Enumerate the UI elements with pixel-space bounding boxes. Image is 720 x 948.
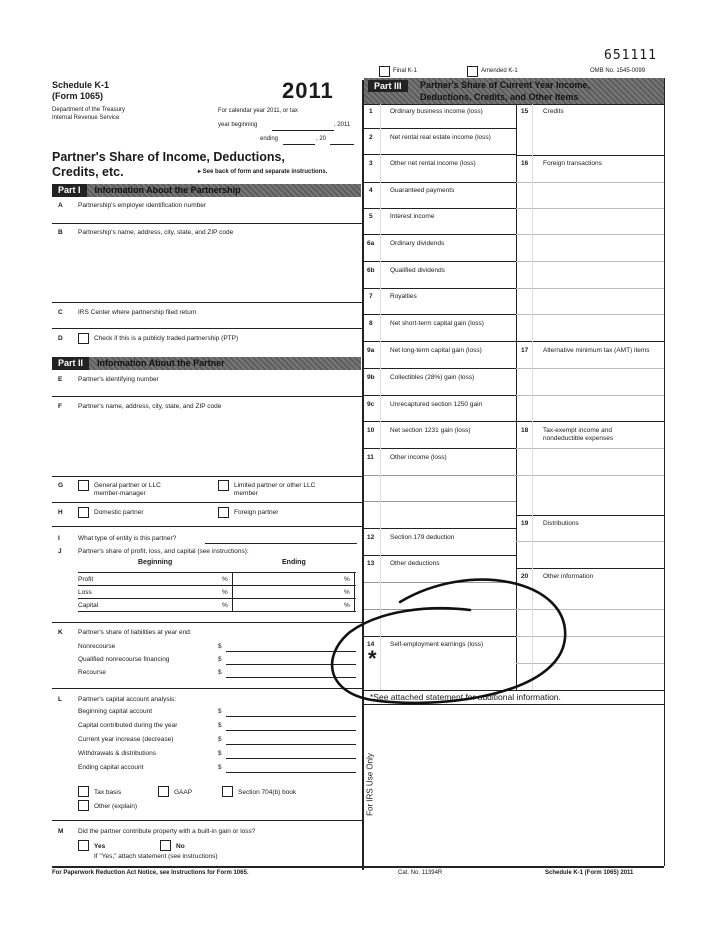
item-12-number: 12 xyxy=(367,534,375,541)
beginning-capital-dollar: $ xyxy=(218,708,222,715)
line-b-letter: B xyxy=(58,229,63,236)
item-20-label: Other information xyxy=(543,573,594,580)
form-heading-line2: Credits, etc. xyxy=(52,165,124,179)
item-13-label: Other deductions xyxy=(390,560,440,567)
item-6a-label: Ordinary dividends xyxy=(390,240,445,247)
item-11-label: Other income (loss) xyxy=(390,454,447,461)
line-l-letter: L xyxy=(58,696,62,703)
item-3-number: 3 xyxy=(369,160,373,167)
item-19-label: Distributions xyxy=(543,520,579,527)
qualified-dollar: $ xyxy=(218,656,222,663)
item-6b-number: 6b xyxy=(367,267,375,274)
part2-header xyxy=(52,357,361,370)
line-k-label: Partner's share of liabilities at year end: xyxy=(78,629,192,636)
line-k-letter: K xyxy=(58,629,63,636)
profit-begin-pct: % xyxy=(222,576,228,583)
line-i-letter: I xyxy=(58,535,60,542)
item-16-number: 16 xyxy=(521,160,529,167)
item-14-asterisk: * xyxy=(368,646,377,671)
item-7-label: Royalties xyxy=(390,293,417,300)
item-9b-number: 9b xyxy=(367,374,375,381)
item-18-number: 18 xyxy=(521,427,529,434)
item-9a-number: 9a xyxy=(367,347,375,354)
amended-k1-checkbox[interactable] xyxy=(467,66,478,77)
item-2-number: 2 xyxy=(369,134,373,141)
line-g-letter: G xyxy=(58,482,64,489)
item-6b-label: Qualified dividends xyxy=(390,267,445,274)
domestic-partner-label: Domestic partner xyxy=(94,509,144,516)
item-4-label: Guaranteed payments xyxy=(390,187,455,194)
loss-end-pct: % xyxy=(344,589,350,596)
beginning-capital-label: Beginning capital account xyxy=(78,708,153,715)
capital-contributed-dollar: $ xyxy=(218,722,222,729)
part3-tag: Part III xyxy=(368,80,408,92)
ending-capital-label: Ending capital account xyxy=(78,764,144,771)
profit-label: Profit xyxy=(78,576,94,583)
line-a-label: Partnership's employer identification number xyxy=(78,202,207,209)
line-j-label: Partner's share of profit, loss, and capital (see instructions): xyxy=(78,548,249,555)
item-1-number: 1 xyxy=(369,108,373,115)
limited-partner-checkbox[interactable] xyxy=(218,480,229,491)
limited-partner-label1: Limited partner or other LLC xyxy=(234,482,316,489)
loss-label: Loss xyxy=(78,589,92,596)
footer-form-name: Schedule K-1 (Form 1065) 2011 xyxy=(545,870,634,876)
tax-basis-label: Tax basis xyxy=(94,789,122,796)
item-7-number: 7 xyxy=(369,293,373,300)
item-5-label: Interest income xyxy=(390,213,435,220)
part3-title-line2: Deductions, Credits, and Other Items xyxy=(420,92,579,102)
capital-contributed-label: Capital contributed during the year xyxy=(78,722,178,729)
gaap-checkbox[interactable] xyxy=(158,786,169,797)
item-6a-number: 6a xyxy=(367,240,375,247)
item-18-label-line1: Tax-exempt income and xyxy=(543,427,613,434)
paperwork-notice: For Paperwork Reduction Act Notice, see Instructions for Form 1065. xyxy=(52,870,249,876)
item-14-number: 14 xyxy=(367,641,375,648)
item-10-number: 10 xyxy=(367,427,375,434)
tax-basis-checkbox[interactable] xyxy=(78,786,89,797)
item-17-number: 17 xyxy=(521,347,529,354)
domestic-partner-checkbox[interactable] xyxy=(78,507,89,518)
part1-tag: Part I xyxy=(52,184,87,197)
capital-label: Capital xyxy=(78,602,99,609)
part2-tag: Part II xyxy=(52,357,89,370)
line-j-letter: J xyxy=(58,548,62,555)
part1-header xyxy=(52,184,361,197)
department-line1: Department of the Treasury xyxy=(52,107,126,113)
line-e-label: Partner's identifying number xyxy=(78,376,159,383)
item-5-number: 5 xyxy=(369,213,373,220)
see-attached-statement: *See attached statement for additional information. xyxy=(370,692,561,702)
item-1-label: Ordinary business income (loss) xyxy=(390,108,483,115)
item-10-label: Net section 1231 gain (loss) xyxy=(390,427,471,434)
item-3-label: Other net rental income (loss) xyxy=(390,160,476,167)
line-h-letter: H xyxy=(58,509,63,516)
department-line2: Internal Revenue Service xyxy=(52,115,120,121)
part3-header xyxy=(364,78,664,104)
other-explain-label: Other (explain) xyxy=(94,803,137,810)
line-f-label: Partner's name, address, city, state, and ZIP code xyxy=(78,403,222,410)
line-a-letter: A xyxy=(58,202,63,209)
general-partner-label1: General partner or LLC xyxy=(94,482,161,489)
final-k1-label: Final K-1 xyxy=(393,68,418,74)
withdrawals-label: Withdrawals & distributions xyxy=(78,750,157,757)
ending-capital-dollar: $ xyxy=(218,764,222,771)
form-subtitle: (Form 1065) xyxy=(52,91,104,101)
ending-header: Ending xyxy=(282,559,306,566)
current-year-increase-label: Current year increase (decrease) xyxy=(78,736,174,743)
line-f-letter: F xyxy=(58,403,62,410)
calendar-year-text: For calendar year 2011, or tax xyxy=(218,108,298,114)
current-year-increase-dollar: $ xyxy=(218,736,222,743)
nonrecourse-label: Nonrecourse xyxy=(78,643,116,650)
form-title: Schedule K-1 xyxy=(52,80,110,90)
profit-end-pct: % xyxy=(344,576,350,583)
year-beginning-label: year beginning xyxy=(218,122,258,128)
part1-title: Information About the Partnership xyxy=(94,185,241,195)
yes-label: Yes xyxy=(94,843,106,850)
line-d-letter: D xyxy=(58,335,63,342)
item-19-number: 19 xyxy=(521,520,529,527)
line-m-label: Did the partner contribute property with a built-in gain or loss? xyxy=(78,828,256,835)
general-partner-label2: member-manager xyxy=(94,490,146,497)
gaap-label: GAAP xyxy=(174,789,193,796)
capital-begin-pct: % xyxy=(222,602,228,609)
ending-label: ending xyxy=(260,136,279,142)
item-14-label: Self-employment earnings (loss) xyxy=(390,641,484,648)
beginning-header: Beginning xyxy=(138,559,173,566)
line-l-label: Partner's capital account analysis: xyxy=(78,696,177,703)
part3-title-line1: Partner's Share of Current Year Income, xyxy=(420,80,591,90)
item-15-number: 15 xyxy=(521,108,529,115)
if-yes-note: If "Yes," attach statement (see instructions) xyxy=(94,853,218,860)
qualified-label: Qualified nonrecourse financing xyxy=(78,656,170,663)
omb-number: OMB No. 1545-0099 xyxy=(590,68,646,74)
tax-year: 2011 xyxy=(282,78,334,103)
item-9b-label: Collectibles (28%) gain (loss) xyxy=(390,374,475,381)
item-4-number: 4 xyxy=(369,187,373,194)
ptp-checkbox[interactable] xyxy=(78,333,89,344)
recourse-label: Recourse xyxy=(78,669,106,676)
item-8-label: Net short-term capital gain (loss) xyxy=(390,320,484,327)
line-m-letter: M xyxy=(58,828,64,835)
no-label: No xyxy=(176,843,185,850)
final-k1-checkbox[interactable] xyxy=(379,66,390,77)
general-partner-checkbox[interactable] xyxy=(78,480,89,491)
line-b-label: Partnership's name, address, city, state, and ZIP code xyxy=(78,229,234,236)
item-2-label: Net rental real estate income (loss) xyxy=(390,134,491,141)
item-9a-label: Net long-term capital gain (loss) xyxy=(390,347,482,354)
item-15-label: Credits xyxy=(543,108,564,115)
form-code: 651111 xyxy=(604,48,657,63)
part2-title: Information About the Partner xyxy=(97,358,225,368)
item-9c-label: Unrecaptured section 1250 gain xyxy=(390,401,483,408)
foreign-partner-label: Foreign partner xyxy=(234,509,279,516)
item-13-number: 13 xyxy=(367,560,375,567)
line-d-label: Check if this is a publicly traded partnership (PTP) xyxy=(94,335,239,342)
see-back-note: ▸ See back of form and separate instructions. xyxy=(198,169,328,175)
nonrecourse-dollar: $ xyxy=(218,643,222,650)
irs-use-only-label: For IRS Use Only xyxy=(365,753,375,816)
item-11-number: 11 xyxy=(367,454,374,461)
amended-k1-label: Amended K-1 xyxy=(481,68,518,74)
handwritten-circle-annotation xyxy=(320,560,580,720)
line-c-label: IRS Center where partnership filed return xyxy=(78,309,197,316)
recourse-dollar: $ xyxy=(218,669,222,676)
line-e-letter: E xyxy=(58,376,63,383)
line-c-letter: C xyxy=(58,309,63,316)
capital-end-pct: % xyxy=(344,602,350,609)
catalog-number: Cat. No. 11394R xyxy=(398,870,443,876)
item-20-number: 20 xyxy=(521,573,529,580)
foreign-partner-checkbox[interactable] xyxy=(218,507,229,518)
section-704b-label: Section 704(b) book xyxy=(238,789,297,796)
limited-partner-label2: member xyxy=(234,490,258,497)
withdrawals-dollar: $ xyxy=(218,750,222,757)
line-i-label: What type of entity is this partner? xyxy=(78,535,177,542)
other-explain-checkbox[interactable] xyxy=(78,800,89,811)
no-checkbox[interactable] xyxy=(160,840,171,851)
item-16-label: Foreign transactions xyxy=(543,160,602,167)
yes-checkbox[interactable] xyxy=(78,840,89,851)
item-12-label: Section 179 deduction xyxy=(390,534,455,541)
ending-suffix: , 20 xyxy=(316,136,327,142)
item-17-label: Alternative minimum tax (AMT) items xyxy=(543,347,650,354)
item-18-label-line2: nondeductible expenses xyxy=(543,435,614,442)
year-beginning-suffix: , 2011 xyxy=(334,122,351,128)
item-8-number: 8 xyxy=(369,320,373,327)
loss-begin-pct: % xyxy=(222,589,228,596)
form-heading-line1: Partner's Share of Income, Deductions, xyxy=(52,150,285,164)
item-9c-number: 9c xyxy=(367,401,375,408)
section-704b-checkbox[interactable] xyxy=(222,786,233,797)
